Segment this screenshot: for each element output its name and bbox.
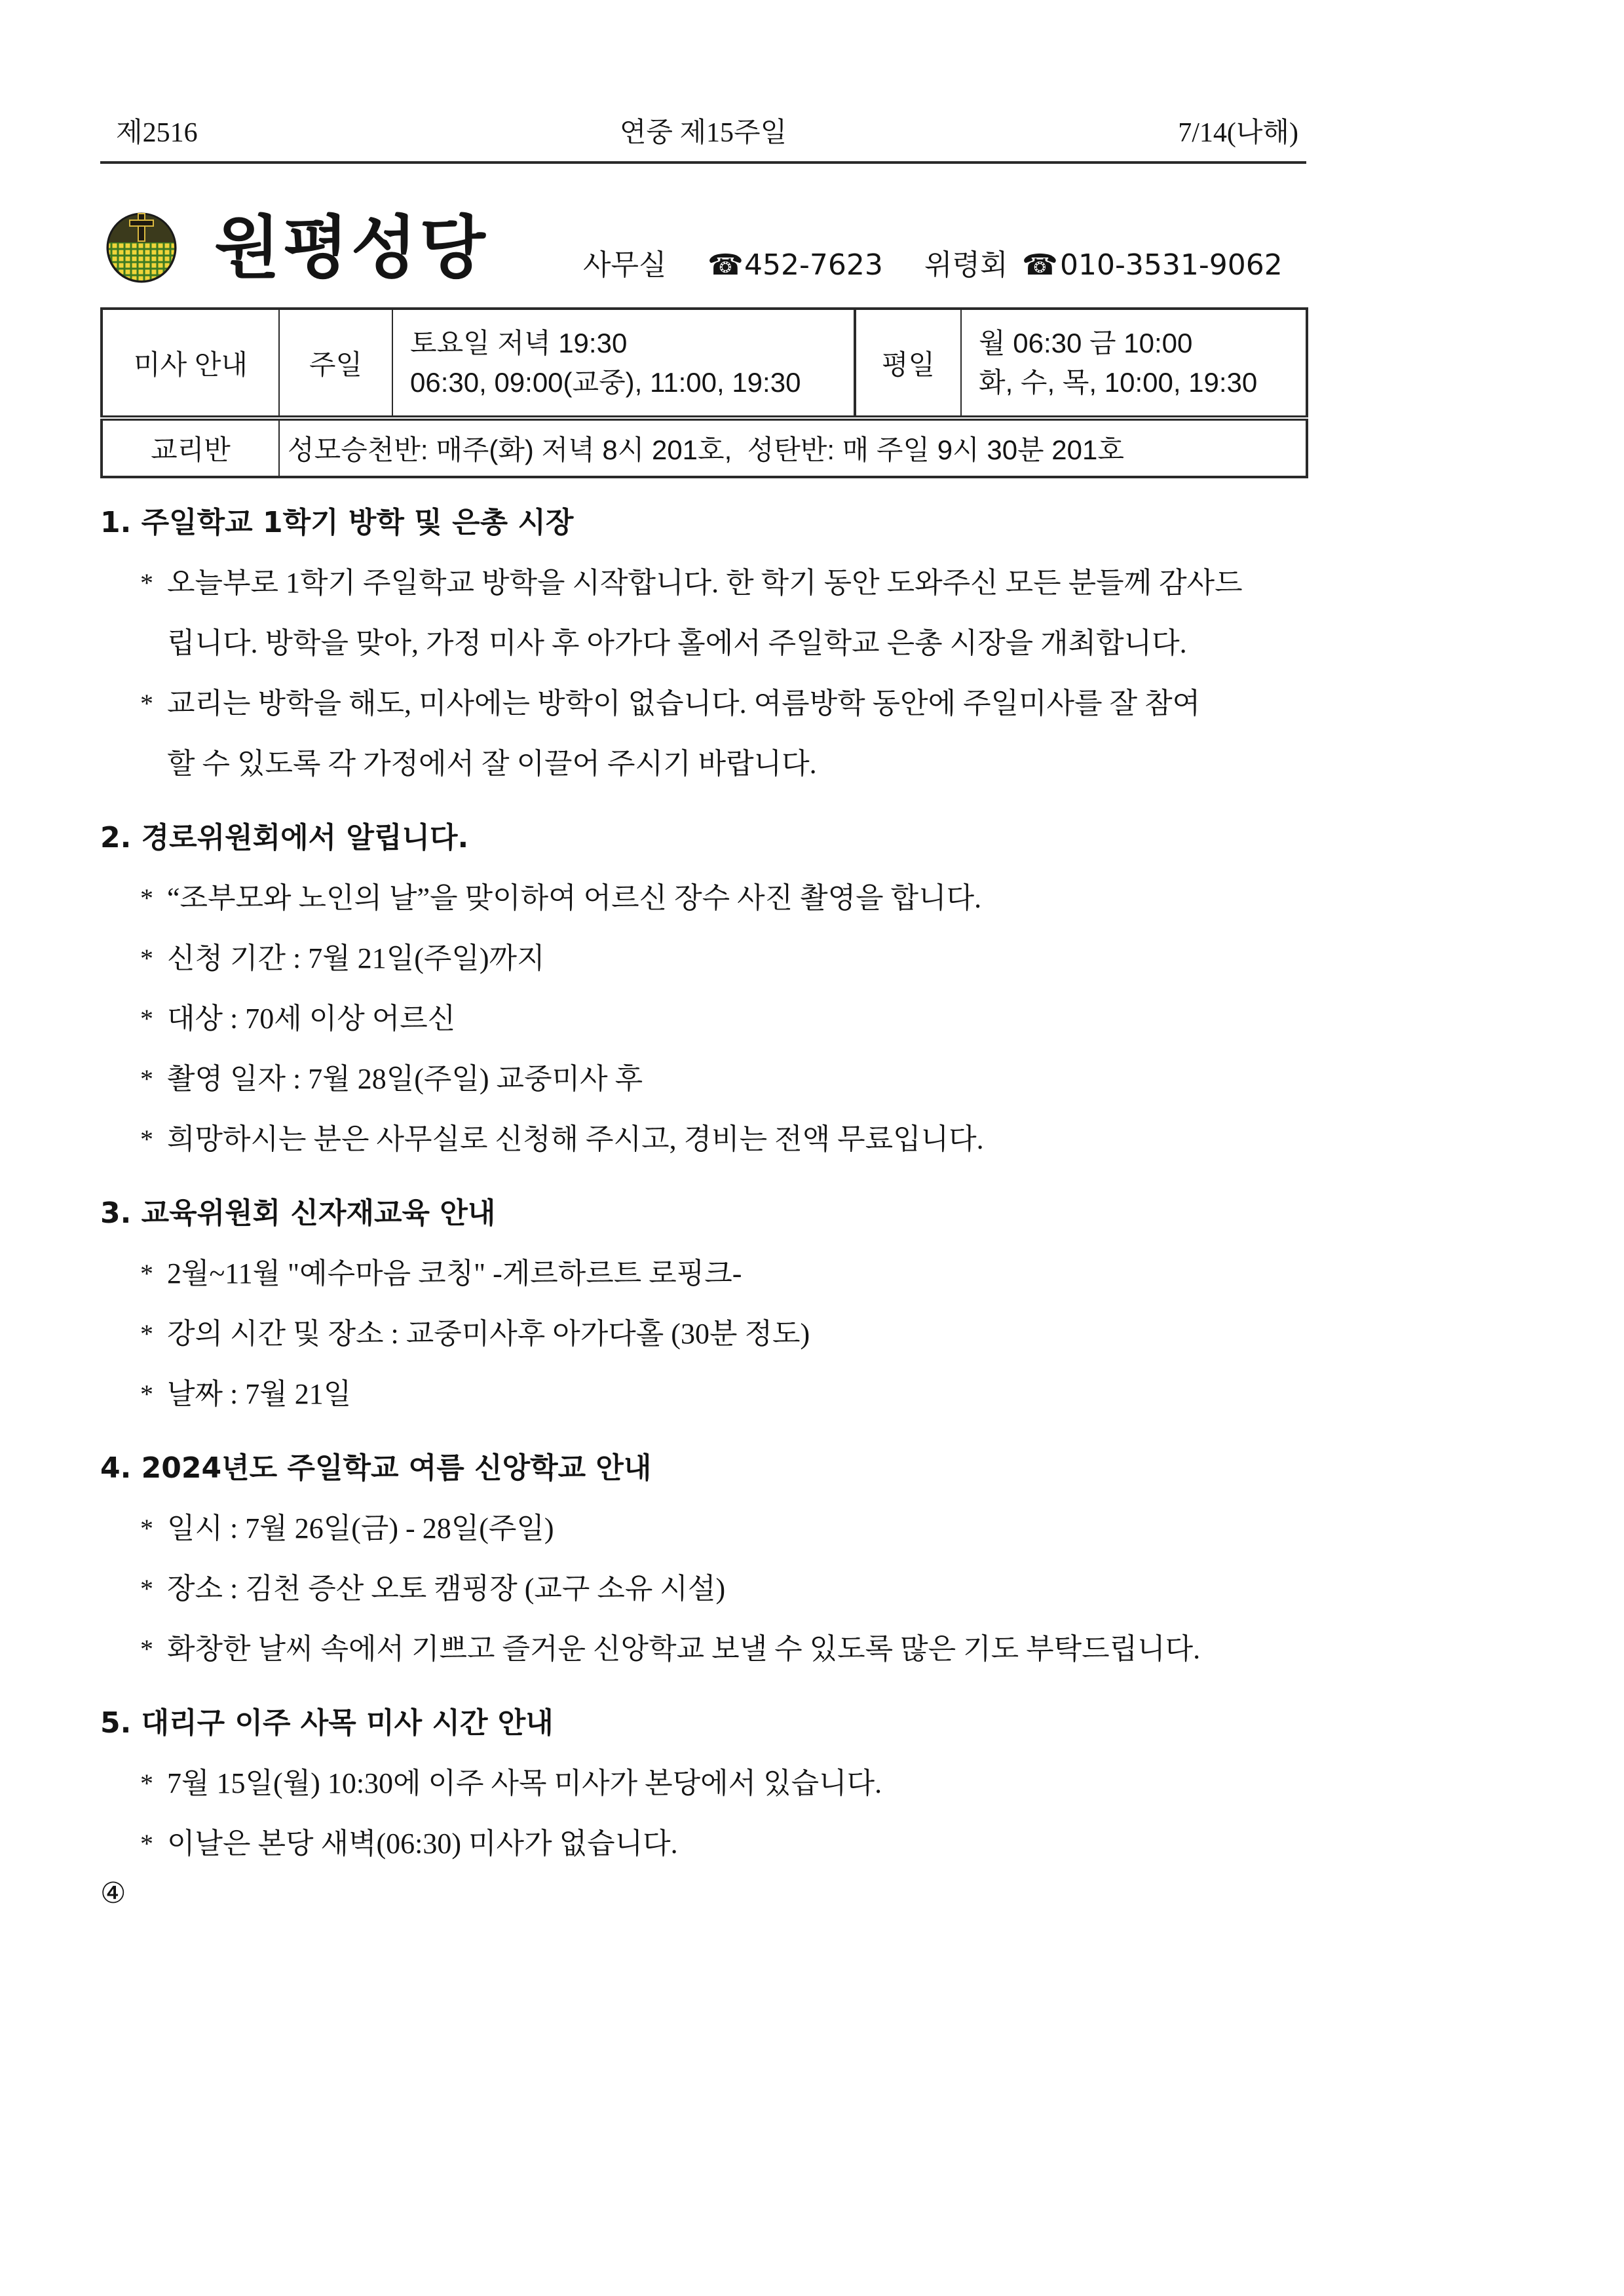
catechism-label: 교리반 <box>102 418 279 477</box>
bullet-marker: * <box>140 1124 153 1154</box>
mass-schedule-label: 미사 안내 <box>102 309 279 418</box>
section-title: 4. 2024년도 주일학교 여름 신앙학교 안내 <box>100 1451 652 1485</box>
weekday-times <box>961 309 1307 418</box>
announcement-section <box>100 493 1306 794</box>
weekday-time-line: 월 06:30 금 10:00 <box>979 327 1193 358</box>
weekday-time-line: 화, 수, 목, 10:00, 19:30 <box>979 366 1258 398</box>
bullet-marker: * <box>140 944 153 973</box>
church-logo-icon <box>105 210 178 284</box>
bullet-marker: * <box>140 1319 153 1349</box>
list-item <box>100 989 1306 1049</box>
sunday-time-line: 토요일 저녁 19:30 <box>410 327 628 358</box>
memorial-phone: 010-3531-9062 <box>1060 248 1283 282</box>
bullet-text-line: 희망하시는 분은 사무실로 신청해 주시고, 경비는 전액 무료입니다. <box>167 1123 984 1155</box>
bullet-text-line: 교리는 방학을 해도, 미사에는 방학이 없습니다. 여름방학 동안에 주일미사를 잘 참여 <box>167 687 1201 719</box>
weekday-label: 평일 <box>855 309 961 418</box>
bullet-marker: * <box>140 1379 153 1409</box>
bullet-marker: * <box>140 883 153 913</box>
page-header <box>100 115 1306 151</box>
memorial-label: 위령회 <box>924 248 1008 282</box>
bullet-text-line: 날짜 : 7월 21일 <box>167 1378 352 1410</box>
bullet-text-line: 일시 : 7월 26일(금) - 28일(주일) <box>167 1512 554 1544</box>
bullet-text-line: 2월~11월 "예수마음 코칭" -게르하르트 로핑크- <box>167 1257 742 1290</box>
catechism-text: 성모승천반: 매주(화) 저녁 8시 201호, 성탄반: 매 주일 9시 30분 201호 <box>279 418 1307 477</box>
announcements <box>100 493 1306 1913</box>
list-item <box>100 1753 1306 1814</box>
list-item <box>100 1499 1306 1559</box>
bullet-text-line: 이날은 본당 새벽(06:30) 미사가 없습니다. <box>167 1827 678 1860</box>
list-item <box>100 1559 1306 1619</box>
section-title: 2. 경로위원회에서 알립니다. <box>100 821 469 854</box>
bullet-text-line: 신청 기간 : 7월 21일(주일)까지 <box>167 942 545 974</box>
list-item <box>100 1364 1306 1425</box>
list-item <box>100 1244 1306 1304</box>
announcement-section <box>100 1438 1306 1679</box>
bullet-text-line: 할 수 있도록 각 가정에서 잘 이끌어 주시기 바랍니다. <box>167 748 817 780</box>
sunday-times <box>392 309 855 418</box>
catechism-row <box>102 418 1307 477</box>
parish-name: 원평성당 <box>214 208 488 288</box>
bullet-marker: * <box>140 1514 153 1543</box>
bullet-marker: * <box>140 1634 153 1664</box>
header-rule <box>100 161 1306 164</box>
office-label: 사무실 <box>583 248 667 282</box>
list-item <box>100 928 1306 989</box>
bullet-text-line: 립니다. 방학을 맞아, 가정 미사 후 아가다 홀에서 주일학교 은총 시장을 개최합니다. <box>167 627 1187 659</box>
bullet-text-line: 장소 : 김천 증산 오토 캠핑장 (교구 소유 시설) <box>167 1573 726 1605</box>
list-item <box>100 1109 1306 1170</box>
bullet-text-line: 오늘부로 1학기 주일학교 방학을 시작합니다. 한 학기 동안 도와주신 모든 분들께 감사드 <box>167 567 1243 599</box>
list-item <box>100 1304 1306 1364</box>
list-item <box>100 674 1306 794</box>
section-title: 3. 교육위원회 신자재교육 안내 <box>100 1196 496 1230</box>
announcement-section <box>100 1183 1306 1425</box>
sunday-time-line: 06:30, 09:00(교중), 11:00, 19:30 <box>410 366 801 398</box>
bullet-text-line: 강의 시간 및 장소 : 교중미사후 아가다홀 (30분 정도) <box>167 1318 810 1350</box>
bullet-text-line: 7월 15일(월) 10:30에 이주 사목 미사가 본당에서 있습니다. <box>167 1767 882 1799</box>
bullet-marker: * <box>140 568 153 598</box>
liturgical-day: 연중 제15주일 <box>619 118 787 148</box>
bullet-marker: * <box>140 1259 153 1288</box>
schedule-table <box>100 307 1308 478</box>
bullet-text-line: 대상 : 70세 이상 어르신 <box>167 1003 456 1035</box>
list-item <box>100 553 1306 674</box>
list-item <box>100 1049 1306 1109</box>
section-title: 1. 주일학교 1학기 방학 및 은총 시장 <box>100 506 574 539</box>
announcement-section <box>100 808 1306 1170</box>
page-number-marker: ④ <box>100 1877 126 1910</box>
issue-number: 제2516 <box>116 118 198 148</box>
list-item <box>100 868 1306 928</box>
bullet-marker: * <box>140 1064 153 1094</box>
bullet-marker: * <box>140 1769 153 1798</box>
list-item <box>100 1814 1306 1874</box>
section-title: 5. 대리구 이주 사목 미사 시간 안내 <box>100 1706 554 1740</box>
office-phone: 452-7623 <box>744 248 883 282</box>
bullet-text-line: 촬영 일자 : 7월 28일(주일) 교중미사 후 <box>167 1063 643 1095</box>
bullet-marker: * <box>140 1574 153 1603</box>
bullet-text-line: “조부모와 노인의 날”을 맞이하여 어르신 장수 사진 촬영을 합니다. <box>167 882 982 914</box>
phone-icon: ☎ <box>708 248 744 282</box>
bullet-marker: * <box>140 689 153 718</box>
phone-icon: ☎ <box>1022 248 1058 282</box>
mass-schedule-row <box>102 309 1307 418</box>
bullet-text-line: 화창한 날씨 속에서 기쁘고 즐거운 신앙학교 보낼 수 있도록 많은 기도 부탁드립니다. <box>167 1633 1201 1665</box>
bullet-marker: * <box>140 1004 153 1033</box>
sunday-label: 주일 <box>279 309 392 418</box>
list-item <box>100 1619 1306 1679</box>
announcement-section <box>100 1693 1306 1874</box>
issue-date: 7/14(나해) <box>1178 118 1298 148</box>
bullet-marker: * <box>140 1829 153 1858</box>
